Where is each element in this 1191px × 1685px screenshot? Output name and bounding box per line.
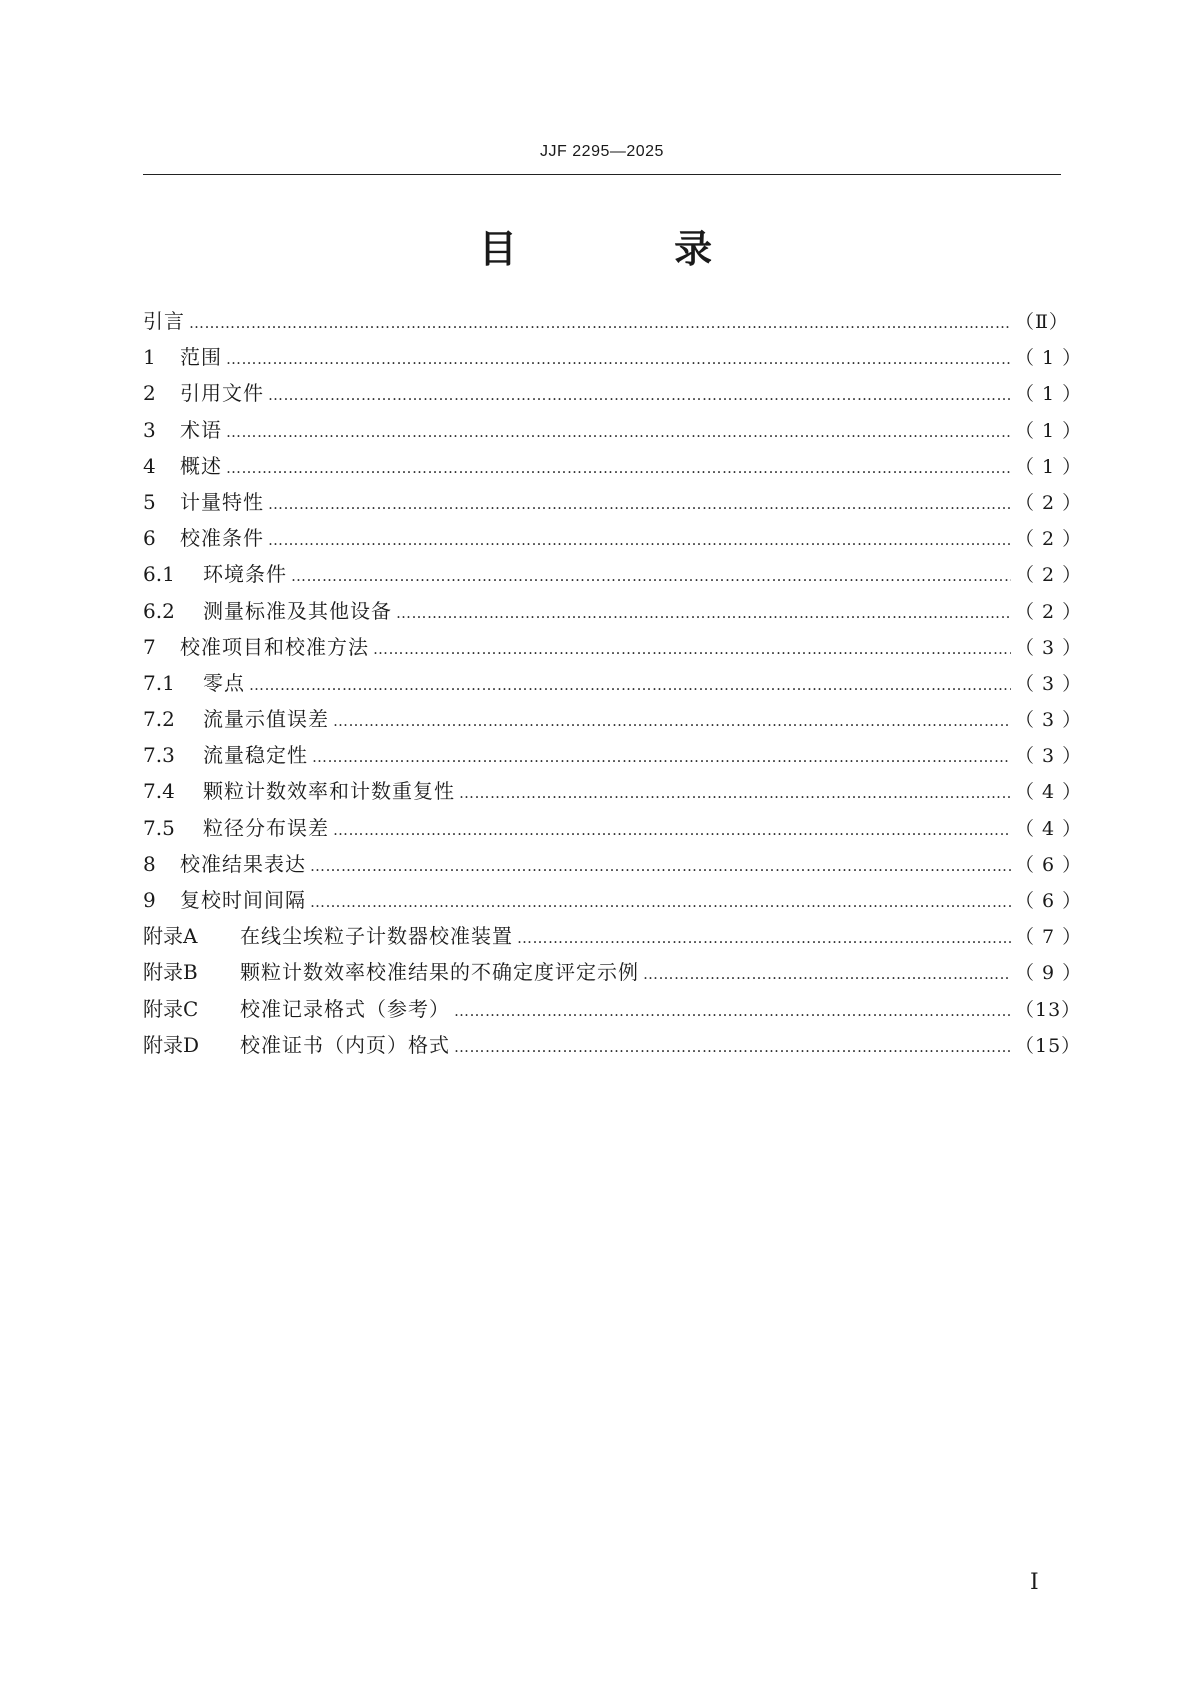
toc-entry-label: 颗粒计数效率校准结果的不确定度评定示例 xyxy=(240,960,639,985)
toc-entry-number: 8 xyxy=(143,851,156,876)
toc-entry-number: 4 xyxy=(143,453,156,478)
toc-dot-leader xyxy=(268,522,1011,558)
toc-entry-number: 3 xyxy=(143,417,156,442)
toc-entry-label: 概述 xyxy=(180,453,222,478)
header-divider xyxy=(143,174,1061,175)
toc-entry-page: （ 4 ） xyxy=(1015,781,1083,804)
toc-entry[interactable] xyxy=(143,882,1083,918)
toc-entry-label: 校准项目和校准方法 xyxy=(180,634,369,659)
toc-entry-label: 复校时间间隔 xyxy=(180,888,306,912)
toc-dot-leader xyxy=(454,1029,1011,1065)
toc-dot-leader xyxy=(249,667,1011,703)
toc-dot-leader xyxy=(189,305,1011,341)
toc-entry[interactable] xyxy=(143,918,1083,954)
toc-entry-label: 在线尘埃粒子计数器校准装置 xyxy=(240,924,513,949)
toc-dot-leader xyxy=(291,558,1011,594)
toc-entry[interactable] xyxy=(143,339,1083,375)
toc-entry-label: 校准条件 xyxy=(180,526,264,551)
toc-entry-number: 附录A xyxy=(143,924,198,949)
toc-dot-leader xyxy=(268,486,1011,522)
toc-entry-number: 6 xyxy=(143,526,156,551)
toc-entry-page: （ 3 ） xyxy=(1015,636,1083,659)
toc-entry-label: 零点 xyxy=(203,670,245,695)
standard-code-header: JJF 2295—2025 xyxy=(540,143,664,160)
toc-entry-page: （ 1 ） xyxy=(1015,455,1083,478)
toc-entry-page: （ 1 ） xyxy=(1015,347,1083,370)
toc-entry-number: 附录C xyxy=(143,996,199,1021)
toc-dot-leader xyxy=(459,775,1011,811)
toc-entry-page: （ 3 ） xyxy=(1015,672,1083,695)
toc-entry-number: 6.2 xyxy=(143,598,175,623)
toc-dot-leader xyxy=(517,920,1011,956)
toc-entry-number: 1 xyxy=(143,345,156,370)
toc-entry-page: （ 9 ） xyxy=(1015,962,1083,985)
toc-entry-page: （13） xyxy=(1015,998,1082,1021)
toc-entry-number: 7.1 xyxy=(143,670,175,695)
toc-entry-number: 附录B xyxy=(143,960,198,985)
toc-entry-number: 7.2 xyxy=(143,707,175,732)
toc-dot-leader xyxy=(373,631,1011,667)
toc-entry-number: 7.4 xyxy=(143,779,175,804)
toc-entry-page: （ 7 ） xyxy=(1015,926,1083,949)
toc-dot-leader xyxy=(226,414,1011,450)
toc-entry[interactable] xyxy=(143,412,1083,448)
toc-entry-number: 9 xyxy=(143,888,156,912)
toc-entry-number: 7 xyxy=(143,634,156,659)
table-of-contents xyxy=(143,303,1083,1063)
toc-entry-page: （ 6 ） xyxy=(1015,853,1083,876)
toc-dot-leader xyxy=(310,848,1011,884)
toc-entry[interactable] xyxy=(143,556,1083,592)
toc-entry-page: （ 2 ） xyxy=(1015,600,1083,623)
toc-entry-page: （ 2 ） xyxy=(1015,564,1083,587)
toc-entry[interactable] xyxy=(143,629,1083,665)
toc-entry[interactable] xyxy=(143,593,1083,629)
toc-entry-page: （ 3 ） xyxy=(1015,709,1083,732)
toc-entry-page: （Ⅱ） xyxy=(1015,311,1069,333)
toc-dot-leader xyxy=(312,739,1011,775)
toc-entry-page: （ 1 ） xyxy=(1015,383,1083,406)
toc-entry-number: 2 xyxy=(143,381,156,406)
toc-entry-label: 术语 xyxy=(180,417,222,442)
toc-entry-label: 颗粒计数效率和计数重复性 xyxy=(203,779,455,804)
toc-dot-leader xyxy=(454,993,1011,1029)
toc-entry[interactable] xyxy=(143,448,1083,484)
toc-entry-label: 测量标准及其他设备 xyxy=(203,598,392,623)
toc-entry-label: 校准记录格式（参考） xyxy=(240,996,450,1021)
toc-entry[interactable] xyxy=(143,1027,1082,1063)
toc-entry[interactable] xyxy=(143,303,1069,339)
toc-dot-leader xyxy=(226,341,1011,377)
toc-entry-page: （ 3 ） xyxy=(1015,745,1083,768)
toc-dot-leader xyxy=(643,956,1011,992)
toc-entry-label: 校准结果表达 xyxy=(180,851,306,876)
toc-entry-label: 计量特性 xyxy=(180,489,264,514)
toc-entry[interactable] xyxy=(143,665,1083,701)
toc-dot-leader xyxy=(333,703,1011,739)
toc-entry-number: 6.1 xyxy=(143,562,175,587)
toc-dot-leader xyxy=(268,377,1011,413)
toc-entry-page: （ 2 ） xyxy=(1015,491,1083,514)
toc-entry-number: 7.3 xyxy=(143,743,175,768)
toc-entry-label: 校准证书（内页）格式 xyxy=(240,1032,450,1057)
toc-entry-page: （ 4 ） xyxy=(1015,817,1083,840)
toc-entry[interactable] xyxy=(143,810,1083,846)
toc-entry-number: 5 xyxy=(143,489,156,514)
toc-entry-page: （ 1 ） xyxy=(1015,419,1083,442)
toc-entry-label: 流量示值误差 xyxy=(203,707,329,732)
toc-entry[interactable] xyxy=(143,846,1083,882)
toc-entry-label: 引言 xyxy=(143,309,185,333)
toc-entry[interactable] xyxy=(143,484,1083,520)
toc-entry[interactable] xyxy=(143,375,1083,411)
toc-entry-label: 粒径分布误差 xyxy=(203,815,329,840)
toc-entry[interactable] xyxy=(143,954,1083,990)
toc-entry-number: 附录D xyxy=(143,1032,200,1057)
toc-dot-leader xyxy=(226,450,1011,486)
toc-entry[interactable] xyxy=(143,991,1082,1027)
toc-entry[interactable] xyxy=(143,737,1083,773)
toc-entry-page: （15） xyxy=(1015,1034,1082,1057)
toc-entry-label: 流量稳定性 xyxy=(203,743,308,768)
toc-dot-leader xyxy=(333,812,1011,848)
toc-entry[interactable] xyxy=(143,701,1083,737)
toc-entry[interactable] xyxy=(143,520,1083,556)
toc-entry-page: （ 2 ） xyxy=(1015,528,1083,551)
page-number: Ⅰ xyxy=(1030,1570,1039,1595)
toc-dot-leader xyxy=(396,595,1011,631)
toc-entry-number: 7.5 xyxy=(143,815,175,840)
toc-entry-label: 范围 xyxy=(180,345,222,370)
toc-entry-page: （ 6 ） xyxy=(1015,890,1083,912)
toc-entry[interactable] xyxy=(143,773,1083,809)
toc-entry-label: 引用文件 xyxy=(180,381,264,406)
page-title: 目 录 xyxy=(478,227,785,271)
toc-dot-leader xyxy=(310,884,1011,920)
toc-entry-label: 环境条件 xyxy=(203,562,287,587)
